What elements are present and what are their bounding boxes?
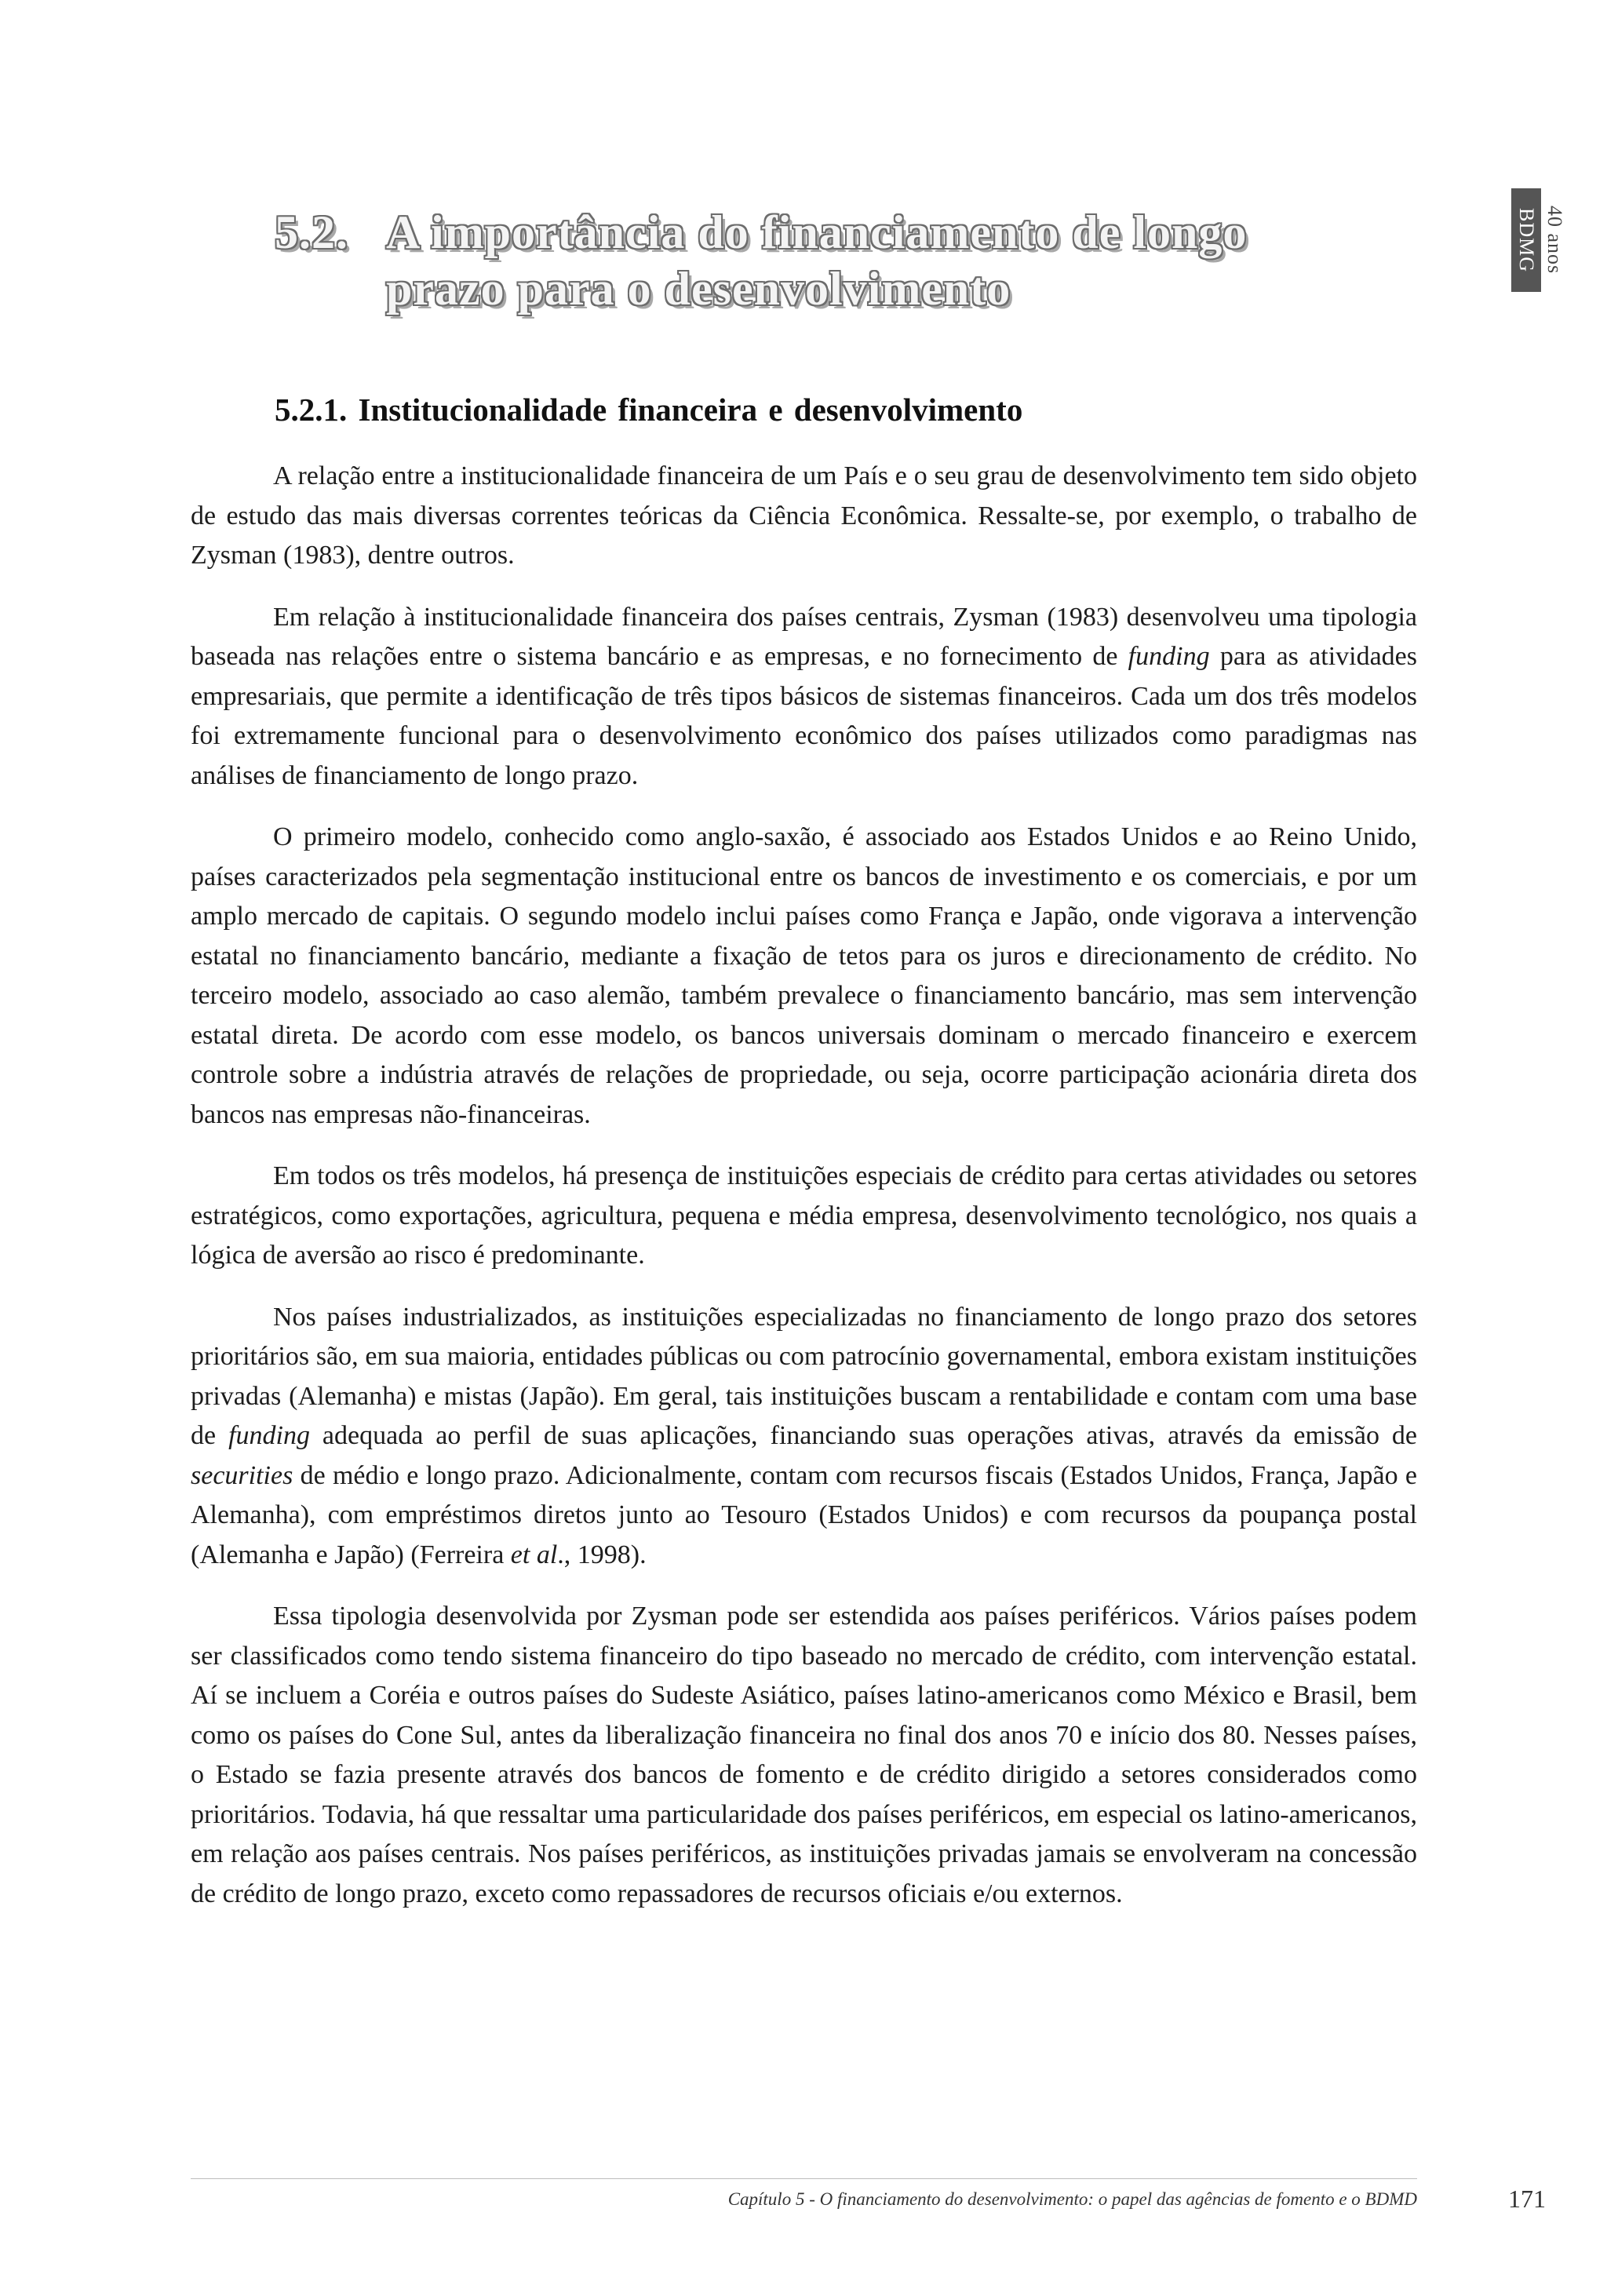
term-securities: securities <box>191 1460 293 1490</box>
section-number: 5.2. <box>275 206 348 258</box>
bdmg-badge <box>1511 188 1568 292</box>
term-funding: funding <box>228 1421 310 1450</box>
paragraph-6: Essa tipologia desenvolvida por Zysman pode ser estendida aos países periféricos. Vários países podem ser classificados como tendo sistema financeiro do tipo baseado no mercado de crédito, com intervenção estatal. Aí se incluem a Coréia e outros países do Sudeste Asiático, países latino-americanos como México e Brasil, bem como os países do Cone Sul, antes da liberalização financeira no final dos anos 70 e início dos 80. Nesses países, o Estado se fazia presente através dos bancos de fomento e de crédito dirigido a setores considerados como prioritários. Todavia, há que ressaltar uma particularidade dos países periféricos, em especial os latino-americanos, em relação aos países centrais. Nos países periféricos, as instituições privadas jamais se envolveram na concessão de crédito de longo prazo, exceto como repassadores de recursos oficiais e/ou externos. <box>191 1602 1417 1908</box>
page-number: 171 <box>1508 2185 1546 2213</box>
paragraph-1: A relação entre a institucionalidade financeira de um País e o seu grau de desenvolvimento tem sido objeto de estudo das mais diversas correntes teóricas da Ciência Econômica. Ressalte-se, por exemplo, o trabalho de Zysman (1983), dentre outros. <box>191 461 1417 570</box>
term-funding: funding <box>1128 642 1210 671</box>
body-text <box>191 457 1417 1936</box>
badge-40-anos: 40 anos <box>1543 206 1566 275</box>
section-title-text-2: prazo para o desenvolvimento <box>386 263 1011 315</box>
section-title-line-1 <box>275 204 1452 261</box>
term-et-al: et al <box>510 1540 558 1569</box>
footer-caption: Capítulo 5 - O financiamento do desenvolvimento: o papel das agências de fomento e o BDMD <box>727 2189 1417 2209</box>
section-title <box>275 204 1452 317</box>
footer-divider <box>191 2178 1417 2179</box>
subsection-title: 5.2.1. Institucionalidade financeira e desenvolvimento <box>275 392 1023 428</box>
paragraph-4: Em todos os três modelos, há presença de instituições especiais de crédito para certas atividades ou setores estratégicos, como exportações, agricultura, pequena e média empresa, desenvolvimento tecnológico, nos quais a lógica de aversão ao risco é predominante. <box>191 1161 1417 1270</box>
paragraph-2: Em relação à institucionalidade financeira dos países centrais, Zysman (1983) desenvolveu uma tipologia baseada nas relações entre o sistema bancário e as empresas, e no fornecimento de funding para as atividades empresariais, que permite a identificação de três tipos básicos de sistemas financeiros. Cada um dos três modelos foi extremamente funcional para o desenvolvimento econômico dos países utilizados como paradigmas nas análises de financiamento de longo prazo. <box>191 602 1418 790</box>
section-title-line-2 <box>275 261 1452 317</box>
section-title-text-1: A importância do financiamento de longo <box>386 206 1248 258</box>
paragraph-3: O primeiro modelo, conhecido como anglo-saxão, é associado aos Estados Unidos e ao Reino Unido, países caracterizados pela segmentação institucional entre os bancos de investimento e os comerciais, e por um amplo mercado de capitais. O segundo modelo inclui países como França e Japão, onde vigorava a intervenção estatal no financiamento bancário, mediante a fixação de tetos para os juros e direcionamento de crédito. No terceiro modelo, associado ao caso alemão, também prevalece o financiamento bancário, mas sem intervenção estatal direta. De acordo com esse modelo, os bancos universais dominam o mercado financeiro e exercem controle sobre a indústria através de relações de propriedade, ou seja, ocorre participação acionária direta dos bancos nas empresas não-financeiras. <box>191 822 1417 1129</box>
badge-bdmg: BDMG <box>1511 188 1541 292</box>
paragraph-5: Nos países industrializados, as instituições especializadas no financiamento de longo prazo dos setores prioritários são, em sua maioria, entidades públicas ou com patrocínio governamental, embora existam instituições privadas (Alemanha) e mistas (Japão). Em geral, tais instituições buscam a rentabilidade e contam com uma base de funding adequada ao perfil de suas aplicações, financiando suas operações ativas, através da emissão de securities de médio e longo prazo. Adicionalmente, contam com recursos fiscais (Estados Unidos, França, Japão e Alemanha), com empréstimos diretos junto ao Tesouro (Estados Unidos) e com recursos da poupança postal (Alemanha e Japão) (Ferreira et al., 1998). <box>191 1302 1418 1569</box>
